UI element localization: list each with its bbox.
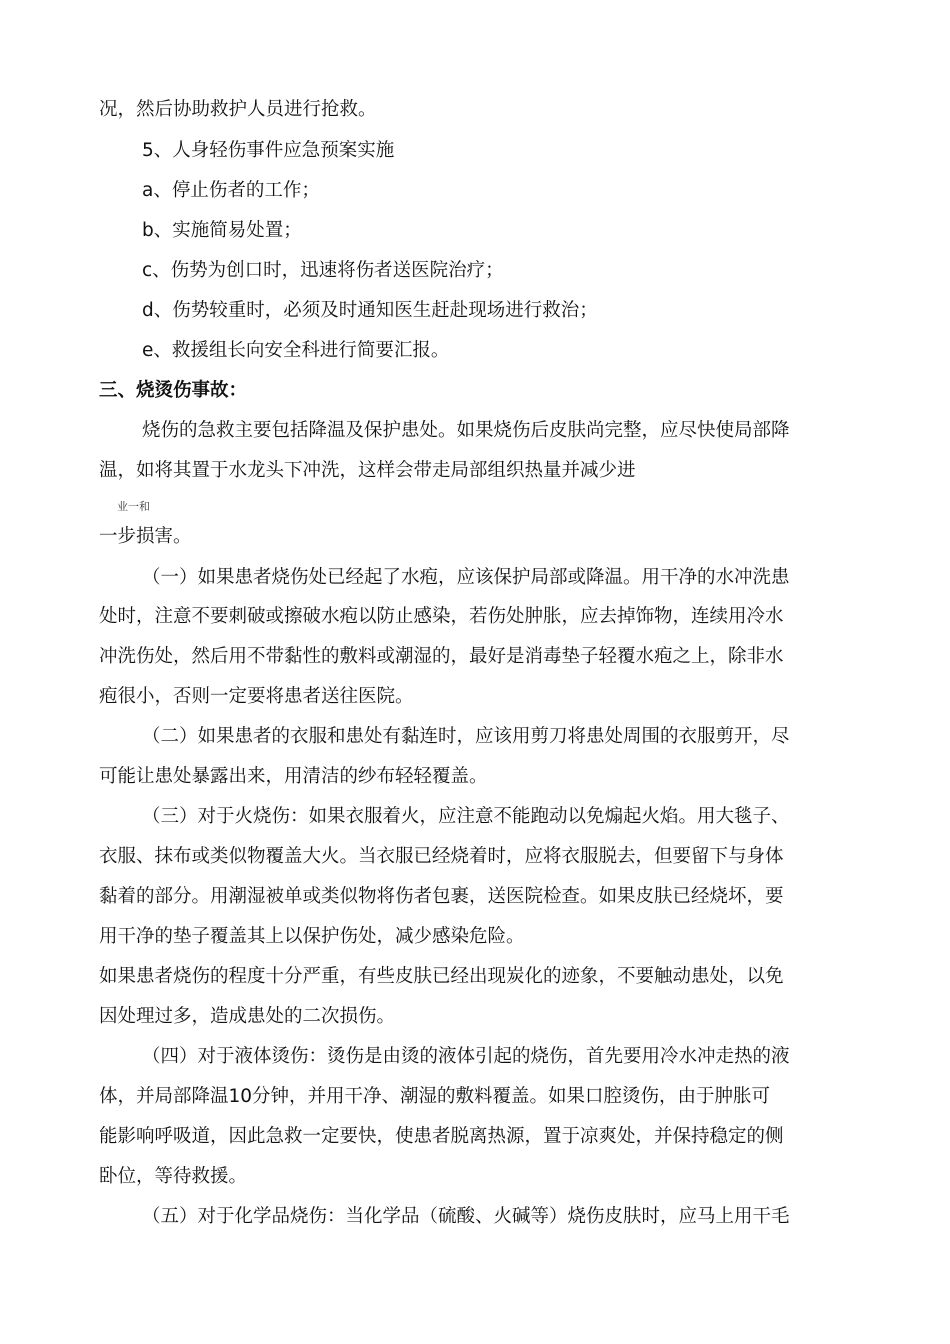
text-line: 衣服、抹布或类似物覆盖大火。当衣服已经烧着时，应将衣服脱去，但要留下与身体 bbox=[99, 846, 784, 867]
text-line: 体，并局部降温10分钟，并用干净、潮湿的敷料覆盖。如果口腔烫伤，由于肿胀可 bbox=[99, 1086, 771, 1107]
text-fragment: 业一和 bbox=[117, 500, 150, 513]
section-heading: 三、烧烫伤事故： bbox=[99, 380, 248, 401]
text-line: 能影响呼吸道，因此急救一定要快，使患者脱离热源，置于凉爽处，并保持稳定的侧 bbox=[99, 1126, 784, 1147]
text-line: 如果患者烧伤的程度十分严重，有些皮肤已经出现炭化的迹象，不要触动患处，以免 bbox=[99, 966, 784, 987]
text-line: （一）如果患者烧伤处已经起了水疱，应该保护局部或降温。用干净的水冲洗患 bbox=[142, 567, 790, 588]
text-line: 可能让患处暴露出来，用清洁的纱布轻轻覆盖。 bbox=[99, 766, 488, 787]
text-line: 处时，注意不要刺破或擦破水疱以防止感染，若伤处肿胀，应去掉饰物，连续用冷水 bbox=[99, 606, 784, 627]
text-line: 一步损害。 bbox=[99, 526, 192, 547]
text-line: 用干净的垫子覆盖其上以保护伤处，减少感染危险。 bbox=[99, 926, 525, 947]
text-line: 因处理过多，造成患处的二次损伤。 bbox=[99, 1006, 396, 1027]
text-line: （二）如果患者的衣服和患处有黏连时，应该用剪刀将患处周围的衣服剪开，尽 bbox=[142, 726, 790, 747]
text-line: 温，如将其置于水龙头下冲洗，这样会带走局部组织热量并减少进 bbox=[99, 460, 636, 481]
text-line: （三）对于火烧伤：如果衣服着火，应注意不能跑动以免煽起火焰。用大毯子、 bbox=[142, 806, 790, 827]
text-line: 冲洗伤处，然后用不带黏性的敷料或潮湿的，最好是消毒垫子轻覆水疱之上，除非水 bbox=[99, 646, 784, 667]
list-item: d、伤势较重时，必须及时通知医生赶赴现场进行救治； bbox=[142, 300, 598, 321]
text-line: （四）对于液体烫伤：烫伤是由烫的液体引起的烧伤，首先要用冷水冲走热的液 bbox=[142, 1046, 790, 1067]
list-item: b、实施简易处置； bbox=[142, 220, 302, 241]
text-line: 况，然后协助救护人员进行抢救。 bbox=[99, 99, 377, 120]
list-item: e、救援组长向安全科进行简要汇报。 bbox=[142, 340, 450, 361]
text-line: （五）对于化学品烧伤：当化学品（硫酸、火碱等）烧伤皮肤时，应马上用干毛 bbox=[142, 1206, 790, 1227]
text-line: 黏着的部分。用潮湿被单或类似物将伤者包裹，送医院检查。如果皮肤已经烧坏，要 bbox=[99, 886, 784, 907]
list-item: a、停止伤者的工作； bbox=[142, 180, 320, 201]
text-line: 5、人身轻伤事件应急预案实施 bbox=[142, 140, 395, 161]
text-line: 卧位，等待救援。 bbox=[99, 1166, 248, 1187]
list-item: c、伤势为创口时，迅速将伤者送医院治疗； bbox=[142, 260, 504, 281]
text-line: 疱很小，否则一定要将患者送往医院。 bbox=[99, 686, 414, 707]
text-line: 烧伤的急救主要包括降温及保护患处。如果烧伤后皮肤尚完整，应尽快使局部降 bbox=[142, 420, 790, 441]
